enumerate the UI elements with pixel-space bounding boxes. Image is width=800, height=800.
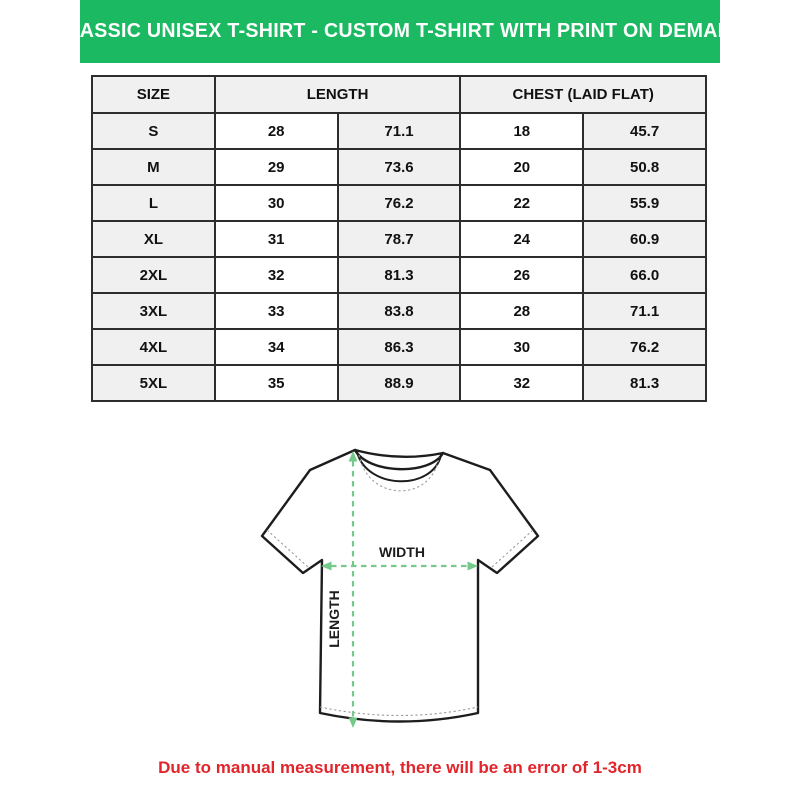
length-cm-cell: 71.1 <box>338 113 461 149</box>
size-cell: 4XL <box>92 329 215 365</box>
chest-cm-cell: 55.9 <box>583 185 706 221</box>
header-chest: CHEST (LAID FLAT) <box>460 76 706 113</box>
chest-in-cell: 18 <box>460 113 583 149</box>
header-length: LENGTH <box>215 76 461 113</box>
table-row <box>92 257 706 293</box>
length-in-cell: 35 <box>215 365 338 401</box>
header-size: SIZE <box>92 76 215 113</box>
size-cell: 5XL <box>92 365 215 401</box>
chest-cm-cell: 81.3 <box>583 365 706 401</box>
chest-in-cell: 30 <box>460 329 583 365</box>
table-row <box>92 329 706 365</box>
table-row <box>92 221 706 257</box>
size-cell: 2XL <box>92 257 215 293</box>
length-cm-cell: 73.6 <box>338 149 461 185</box>
length-cm-cell: 81.3 <box>338 257 461 293</box>
tshirt-diagram-svg <box>250 438 550 750</box>
length-cm-cell: 86.3 <box>338 329 461 365</box>
table-row <box>92 365 706 401</box>
length-label: LENGTH <box>326 590 342 648</box>
chest-in-cell: 32 <box>460 365 583 401</box>
length-in-cell: 29 <box>215 149 338 185</box>
length-cm-cell: 76.2 <box>338 185 461 221</box>
length-in-cell: 33 <box>215 293 338 329</box>
length-cm-cell: 78.7 <box>338 221 461 257</box>
tshirt-measurement-diagram <box>250 438 550 750</box>
chest-cm-cell: 66.0 <box>583 257 706 293</box>
length-in-cell: 34 <box>215 329 338 365</box>
size-cell: 3XL <box>92 293 215 329</box>
chest-cm-cell: 71.1 <box>583 293 706 329</box>
size-cell: L <box>92 185 215 221</box>
chest-cm-cell: 60.9 <box>583 221 706 257</box>
length-cm-cell: 88.9 <box>338 365 461 401</box>
chest-cm-cell: 45.7 <box>583 113 706 149</box>
table-row <box>92 113 706 149</box>
page-title: CLASSIC UNISEX T-SHIRT - CUSTOM T-SHIRT WITH PRINT ON DEMAND <box>53 20 747 42</box>
length-in-cell: 31 <box>215 221 338 257</box>
table-row <box>92 149 706 185</box>
chest-cm-cell: 76.2 <box>583 329 706 365</box>
chest-in-cell: 22 <box>460 185 583 221</box>
chest-in-cell: 26 <box>460 257 583 293</box>
size-cell: XL <box>92 221 215 257</box>
size-chart-table <box>91 75 707 402</box>
chest-in-cell: 24 <box>460 221 583 257</box>
chest-in-cell: 20 <box>460 149 583 185</box>
chest-cm-cell: 50.8 <box>583 149 706 185</box>
table-row <box>92 185 706 221</box>
title-banner <box>53 0 747 63</box>
length-in-cell: 28 <box>215 113 338 149</box>
length-in-cell: 32 <box>215 257 338 293</box>
chest-in-cell: 28 <box>460 293 583 329</box>
measurement-disclaimer: Due to manual measurement, there will be an error of 1-3cm <box>158 758 642 777</box>
size-cell: S <box>92 113 215 149</box>
length-cm-cell: 83.8 <box>338 293 461 329</box>
table-row <box>92 293 706 329</box>
table-header-row <box>92 76 706 113</box>
size-cell: M <box>92 149 215 185</box>
length-in-cell: 30 <box>215 185 338 221</box>
width-label: WIDTH <box>379 544 425 560</box>
